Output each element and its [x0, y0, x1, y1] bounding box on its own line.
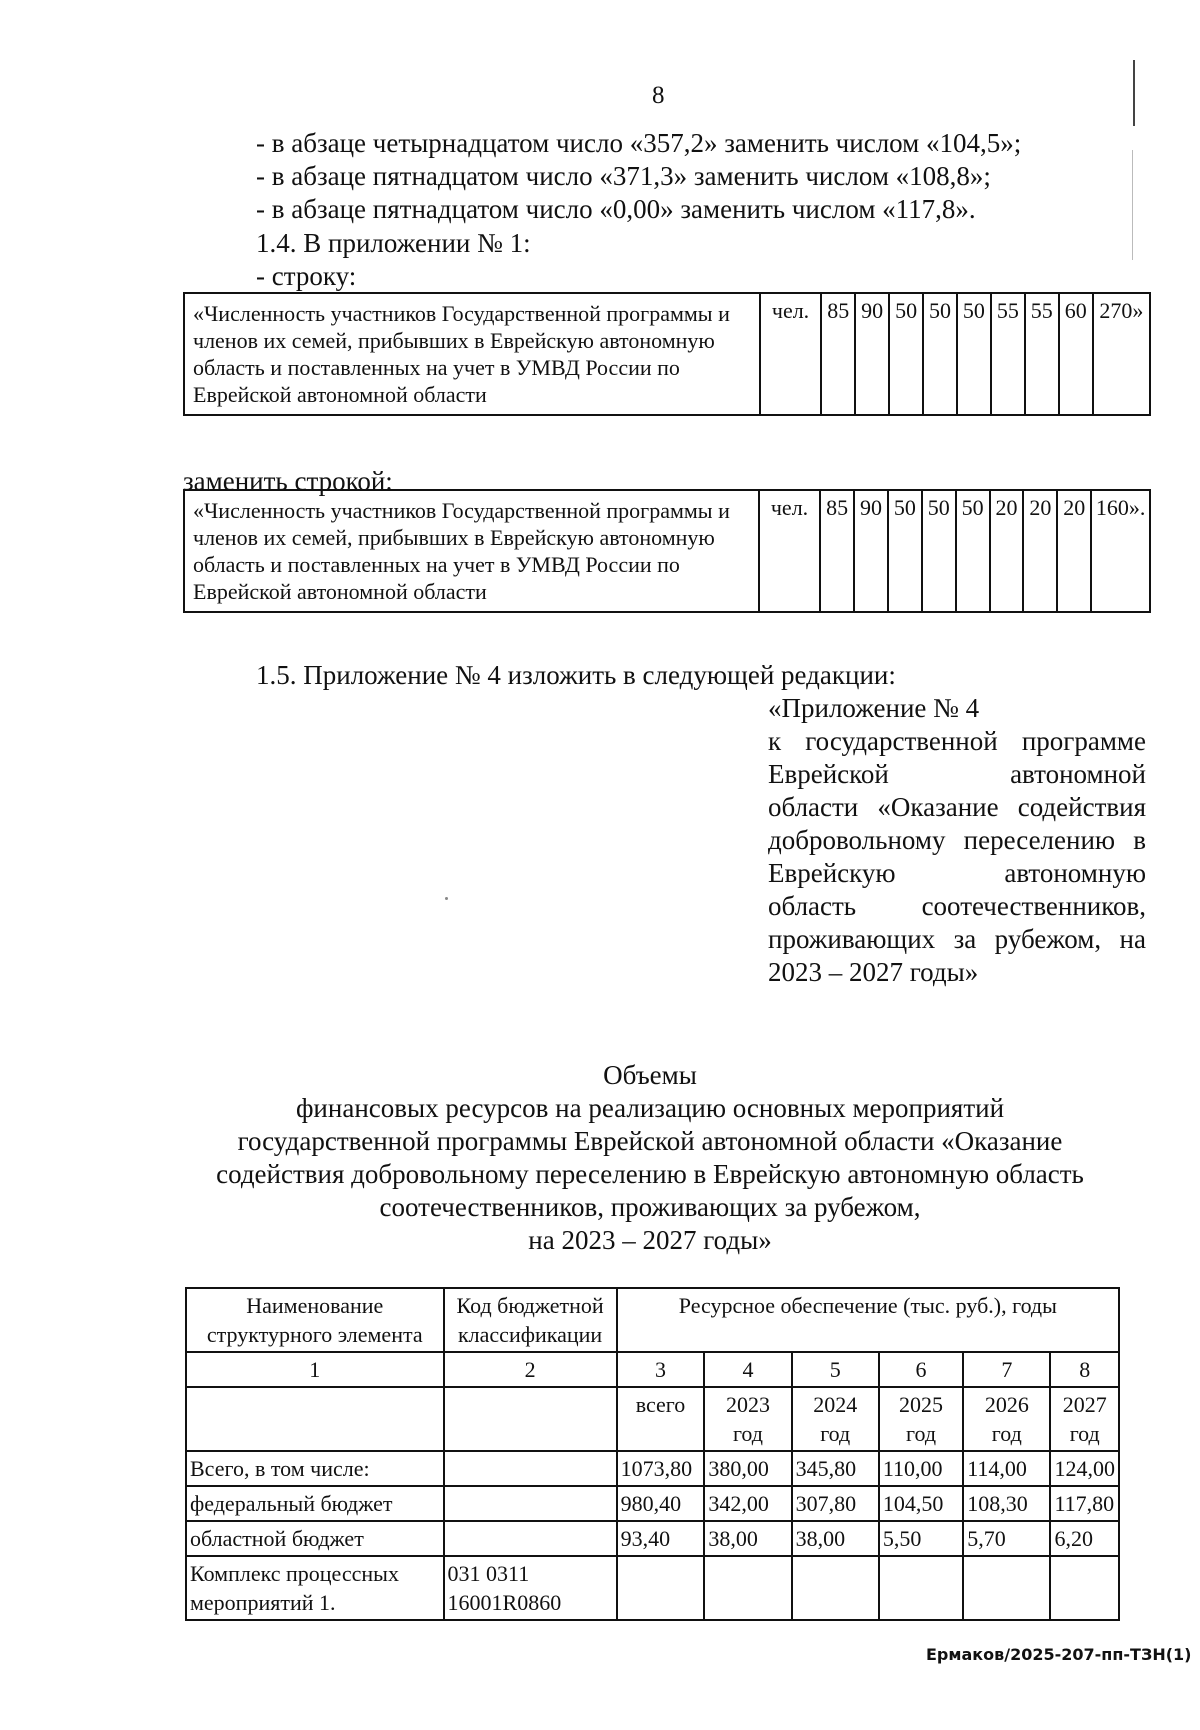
amendment-line-2: - в абзаце пятнадцатом число «371,3» заменить числом «108,8»;	[256, 161, 991, 191]
row-value: 5,50	[879, 1521, 963, 1556]
indicator-total: 270»	[1093, 293, 1150, 415]
row-code	[444, 1451, 617, 1486]
year-header-row	[186, 1387, 1119, 1451]
replace-label: заменить строкой:	[183, 466, 393, 496]
column-number: 8	[1050, 1352, 1119, 1387]
row-value	[879, 1556, 963, 1620]
row-name: федеральный бюджет	[186, 1486, 444, 1521]
row-value: 124,00	[1050, 1451, 1119, 1486]
appendix-header	[768, 692, 1146, 989]
amendment-line-1: - в абзаце четырнадцатом число «357,2» заменить числом «104,5»;	[256, 128, 1022, 158]
title-line: соотечественников, проживающих за рубежом,	[379, 1192, 921, 1222]
header-name: Наименование структурного элемента	[186, 1288, 444, 1352]
title-line: Объемы	[603, 1060, 697, 1090]
header-resources: Ресурсное обеспечение (тыс. руб.), годы	[617, 1288, 1119, 1352]
document-footer-code: Ермаков/2025-207-пп-ТЗН(1)	[926, 1645, 1192, 1664]
amendment-line-3: - в абзаце пятнадцатом число «0,00» заменить числом «117,8».	[256, 194, 976, 224]
scan-speck	[445, 897, 448, 900]
indicator-value: 55	[1025, 293, 1059, 415]
appendix-line: добровольному переселению в	[768, 825, 1146, 855]
indicator-name: «Численность участников Государственной программы и членов их семей, прибывших в Еврейскую автономную область и поставленных на учет в УМВД России по Еврейской автономной области	[184, 293, 760, 415]
table-row	[186, 1556, 1119, 1620]
row-label: - строку:	[256, 261, 357, 291]
column-number: 2	[444, 1352, 617, 1387]
row-value: 108,30	[963, 1486, 1050, 1521]
row-value	[617, 1556, 705, 1620]
column-number-row	[186, 1352, 1119, 1387]
year-header: 2025 год	[879, 1387, 963, 1451]
row-value: 117,80	[1050, 1486, 1119, 1521]
title-line: содействия добровольному переселению в Еврейскую автономную область	[216, 1159, 1084, 1189]
indicator-value: 50	[922, 490, 956, 612]
row-value: 345,80	[792, 1451, 879, 1486]
row-value: 1073,80	[617, 1451, 705, 1486]
appendix-line: области «Оказание содействия	[768, 792, 1146, 822]
scan-edge-mark	[1133, 60, 1135, 126]
row-value: 93,40	[617, 1521, 705, 1556]
row-value: 6,20	[1050, 1521, 1119, 1556]
indicator-value: 85	[821, 293, 855, 415]
row-value: 342,00	[704, 1486, 791, 1521]
year-header: 2026 год	[963, 1387, 1050, 1451]
column-number: 1	[186, 1352, 444, 1387]
empty-cell	[444, 1387, 617, 1451]
row-code	[444, 1486, 617, 1521]
indicator-value: 20	[1023, 490, 1057, 612]
appendix-line: Еврейской автономной	[768, 759, 1146, 789]
row-value: 114,00	[963, 1451, 1050, 1486]
table-header-row	[186, 1288, 1119, 1352]
page-number: 8	[652, 82, 665, 109]
scan-edge-mark-faint	[1132, 150, 1133, 260]
table-row	[186, 1486, 1119, 1521]
indicator-value: 50	[923, 293, 957, 415]
row-value	[963, 1556, 1050, 1620]
table-row	[186, 1451, 1119, 1486]
financial-resources-table	[185, 1287, 1120, 1621]
empty-cell	[186, 1387, 444, 1451]
title-line: государственной программы Еврейской автономной области «Оказание	[237, 1126, 1063, 1156]
indicator-name: «Численность участников Государственной программы и членов их семей, прибывших в Еврейскую автономную область и поставленных на учет в УМВД России по Еврейской автономной области	[184, 490, 759, 612]
indicator-value: 50	[888, 490, 922, 612]
appendix-line: проживающих за рубежом, на	[768, 924, 1146, 954]
appendix-line: «Приложение № 4	[768, 693, 980, 723]
row-value	[1050, 1556, 1119, 1620]
indicator-value: 20	[990, 490, 1024, 612]
new-indicator-table	[183, 489, 1151, 613]
document-title	[150, 1059, 1150, 1257]
appendix-line: к государственной программе	[768, 726, 1146, 756]
row-name: Всего, в том числе:	[186, 1451, 444, 1486]
year-header: 2027 год	[1050, 1387, 1119, 1451]
appendix-line: Еврейскую автономную	[768, 858, 1146, 888]
row-value	[792, 1556, 879, 1620]
indicator-value: 50	[957, 293, 991, 415]
column-number: 4	[704, 1352, 791, 1387]
appendix-line: 2023 – 2027 годы»	[768, 957, 979, 987]
row-value: 38,00	[792, 1521, 879, 1556]
appendix-line: область соотечественников,	[768, 891, 1146, 921]
row-value: 5,70	[963, 1521, 1050, 1556]
year-header: 2023 год	[704, 1387, 791, 1451]
indicator-total: 160».	[1091, 490, 1150, 612]
indicator-unit: чел.	[760, 293, 822, 415]
indicator-value: 90	[854, 490, 888, 612]
row-name: Комплекс процессных мероприятий 1.	[186, 1556, 444, 1620]
column-number: 6	[879, 1352, 963, 1387]
indicator-value: 50	[889, 293, 923, 415]
row-value: 38,00	[704, 1521, 791, 1556]
row-code	[444, 1521, 617, 1556]
indicator-value: 20	[1057, 490, 1091, 612]
row-value: 380,00	[704, 1451, 791, 1486]
table-row	[184, 293, 1150, 415]
title-line: на 2023 – 2027 годы»	[528, 1225, 772, 1255]
row-value: 980,40	[617, 1486, 705, 1521]
section-1-4-heading: 1.4. В приложении № 1:	[256, 228, 531, 258]
indicator-value: 50	[956, 490, 990, 612]
row-value: 307,80	[792, 1486, 879, 1521]
column-number: 3	[617, 1352, 705, 1387]
row-value: 110,00	[879, 1451, 963, 1486]
column-number: 5	[792, 1352, 879, 1387]
column-number: 7	[963, 1352, 1050, 1387]
row-value: 104,50	[879, 1486, 963, 1521]
indicator-unit: чел.	[759, 490, 820, 612]
indicator-value: 90	[855, 293, 889, 415]
old-indicator-table	[183, 292, 1151, 416]
header-code: Код бюджетной классификации	[444, 1288, 617, 1352]
indicator-value: 60	[1059, 293, 1093, 415]
table-row	[184, 490, 1150, 612]
indicator-value: 55	[991, 293, 1025, 415]
row-value	[704, 1556, 791, 1620]
table-row	[186, 1521, 1119, 1556]
title-line: финансовых ресурсов на реализацию основных мероприятий	[295, 1093, 1005, 1123]
year-header: всего	[617, 1387, 705, 1451]
section-1-5-heading: 1.5. Приложение № 4 изложить в следующей редакции:	[256, 660, 896, 690]
indicator-value: 85	[820, 490, 854, 612]
year-header: 2024 год	[792, 1387, 879, 1451]
row-code: 031 0311 16001R0860	[444, 1556, 617, 1620]
row-name: областной бюджет	[186, 1521, 444, 1556]
